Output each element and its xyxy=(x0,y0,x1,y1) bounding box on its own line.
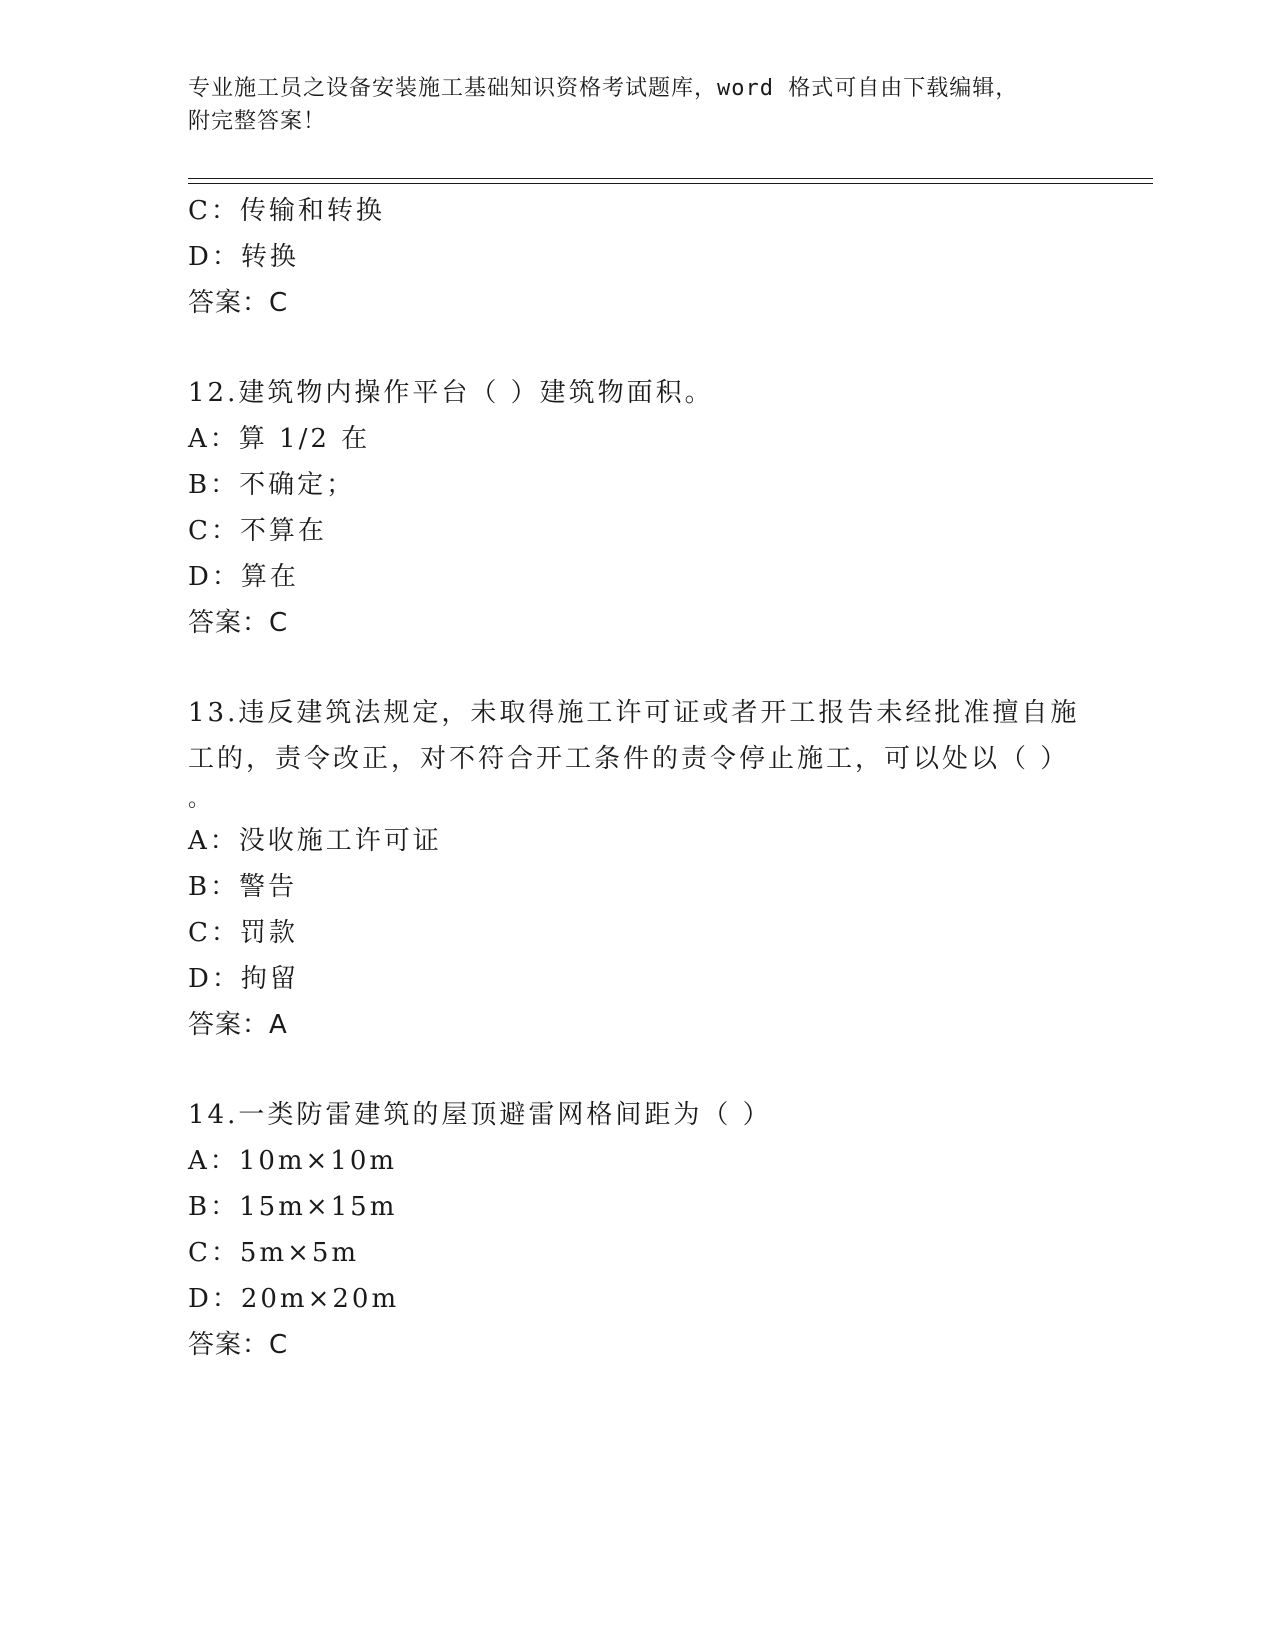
answer-line: 答案：C xyxy=(188,1330,289,1360)
option-c: C：传输和转换 xyxy=(188,196,385,226)
option-c: C：不算在 xyxy=(188,516,327,546)
header-divider-bottom xyxy=(188,183,1153,184)
question-text-line-3: 。 xyxy=(188,787,214,812)
option-b: B：不确定； xyxy=(188,470,356,500)
header-line-2: 附完整答案！ xyxy=(188,109,327,134)
option-b: B：15m×15m xyxy=(188,1192,398,1222)
answer-line: 答案：C xyxy=(188,288,289,318)
question-text-line-2: 工的，责令改正，对不符合开工条件的责令停止施工，可以处以（ ） xyxy=(188,744,1070,774)
question-13 xyxy=(188,690,1088,1048)
answer-line: 答案：C xyxy=(188,608,289,638)
question-list xyxy=(188,188,1088,1368)
question-12 xyxy=(188,370,1088,646)
document-header xyxy=(188,72,1088,138)
option-a: A：10m×10m xyxy=(188,1146,398,1176)
question-14 xyxy=(188,1092,1088,1368)
answer-line: 答案：A xyxy=(188,1010,288,1040)
option-c: C：5m×5m xyxy=(188,1238,360,1268)
question-text-line-1: 13.违反建筑法规定，未取得施工许可证或者开工报告未经批准擅自施 xyxy=(188,698,1080,728)
option-d: D：算在 xyxy=(188,562,299,592)
option-a: A：没收施工许可证 xyxy=(188,826,442,856)
option-d: D：20m×20m xyxy=(188,1284,400,1314)
option-d: D：转换 xyxy=(188,242,299,272)
option-d: D：拘留 xyxy=(188,964,299,994)
previous-question-tail xyxy=(188,188,1088,326)
option-c: C：罚款 xyxy=(188,918,298,948)
option-b: B：警告 xyxy=(188,872,298,902)
option-a: A：算 1/2 在 xyxy=(188,424,371,454)
question-text: 12.建筑物内操作平台（ ）建筑物面积。 xyxy=(188,378,714,408)
question-text: 14.一类防雷建筑的屋顶避雷网格间距为（ ） xyxy=(188,1100,772,1130)
header-divider-top xyxy=(188,178,1153,179)
header-line-1: 专业施工员之设备安装施工基础知识资格考试题库，word 格式可自由下载编辑， xyxy=(188,76,1019,101)
